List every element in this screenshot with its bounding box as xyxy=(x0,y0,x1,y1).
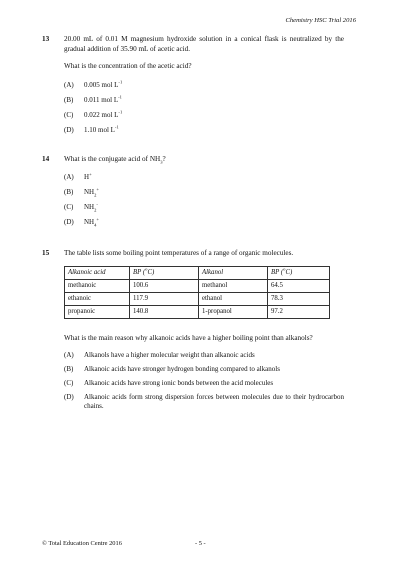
table-cell: 97.2 xyxy=(268,306,330,319)
table-header-cell: BP ($^o$C) xyxy=(268,267,330,280)
footer-copyright: © Total Education Centre 2016 xyxy=(42,540,122,547)
option-value: 0.011 mol $L^{-1}$ xyxy=(84,94,122,105)
table-cell: methanoic xyxy=(65,280,130,293)
q15-option-a[interactable] xyxy=(64,351,344,360)
option-letter: (A) xyxy=(64,173,74,181)
table-header-cell: Alkanol xyxy=(199,267,268,280)
table-cell: 1-propanol xyxy=(199,306,268,319)
option-letter: (B) xyxy=(64,188,74,197)
q14-option-b[interactable] xyxy=(64,188,99,197)
option-letter: (C) xyxy=(64,379,74,388)
option-letter: (C) xyxy=(64,111,74,120)
q14-option-d[interactable] xyxy=(64,218,99,227)
table-cell: propanoic xyxy=(65,306,130,319)
option-formula: $NH_2^-$ xyxy=(84,201,98,213)
table-cell: ethanoic xyxy=(65,293,130,306)
question-13-text: 20.00 mL of 0.01 M magnesium hydroxide solution in a conical flask is neutralized by the gradual addition of 35.90 mL of acetic acid. xyxy=(64,35,344,53)
q14-option-a[interactable] xyxy=(64,173,99,182)
question-14-number: 14 xyxy=(42,155,50,163)
question-15-prompt: What is the main reason why alkanoic acids have a higher boiling point than alkanols? xyxy=(64,334,313,342)
q13-option-a[interactable] xyxy=(64,81,122,90)
q13-option-d[interactable] xyxy=(64,126,122,135)
table-cell: 117.9 xyxy=(130,293,199,306)
table-header-cell: BP ($^o$C) xyxy=(130,267,199,280)
option-letter: (D) xyxy=(64,126,74,135)
table-cell: 64.5 xyxy=(268,280,330,293)
option-text: Alkanols have a higher molecular weight than alkanoic acids xyxy=(84,351,255,359)
option-value: 0.022 mol $L^{-1}$ xyxy=(84,109,123,120)
option-letter: (D) xyxy=(64,393,74,402)
table-cell: 140.8 xyxy=(130,306,199,319)
table-cell: methanol xyxy=(199,280,268,293)
question-14-text: What is the conjugate acid of $NH_3$? xyxy=(64,155,166,165)
option-text: Alkanoic acids have stronger hydrogen bonding compared to alkanols xyxy=(84,365,280,374)
table-header-cell: Alkanoic acid xyxy=(65,267,130,280)
question-15-options xyxy=(64,351,344,411)
option-formula: H+ xyxy=(84,171,92,181)
question-15-number: 15 xyxy=(42,249,50,257)
option-letter: (C) xyxy=(64,203,74,212)
question-13-number: 13 xyxy=(42,35,50,43)
q15-option-d[interactable] xyxy=(64,393,344,411)
page-number: - 5 - xyxy=(195,540,206,547)
option-formula: $NH_2^+$ xyxy=(84,186,100,198)
option-formula: $NH_4^+$ xyxy=(84,216,100,228)
q13-option-b[interactable] xyxy=(64,96,122,105)
table-row xyxy=(65,280,330,293)
q13-option-c[interactable] xyxy=(64,111,122,120)
option-letter: (A) xyxy=(64,81,74,89)
table-header-row xyxy=(65,267,330,280)
option-letter: (D) xyxy=(64,218,74,227)
option-letter: (A) xyxy=(64,351,74,359)
page-header: Chemistry HSC Trial 2016 xyxy=(285,17,356,24)
table-cell: 100.6 xyxy=(130,280,199,293)
option-value: 0.005 mol $L^{-1}$ xyxy=(84,79,123,89)
option-value: 1.10 mol $L^{-1}$ xyxy=(84,124,119,135)
q14-option-c[interactable] xyxy=(64,203,99,212)
q15-option-b[interactable] xyxy=(64,365,344,374)
table-cell: 78.3 xyxy=(268,293,330,306)
question-14-options xyxy=(64,173,99,227)
boiling-point-table xyxy=(64,266,330,319)
option-text: Alkanoic acids form strong dispersion forces between molecules due to their hydrocarbon chains. xyxy=(84,393,344,411)
option-letter: (B) xyxy=(64,365,74,374)
question-15-text: The table lists some boiling point temperatures of a range of organic molecules. xyxy=(64,249,294,257)
question-13-prompt: What is the concentration of the acetic acid? xyxy=(64,62,192,70)
question-13-options xyxy=(64,81,122,135)
table-cell: ethanol xyxy=(199,293,268,306)
q15-option-c[interactable] xyxy=(64,379,344,388)
table-row xyxy=(65,306,330,319)
option-letter: (B) xyxy=(64,96,74,105)
table-row xyxy=(65,293,330,306)
option-text: Alkanoic acids have strong ionic bonds between the acid molecules xyxy=(84,379,274,388)
